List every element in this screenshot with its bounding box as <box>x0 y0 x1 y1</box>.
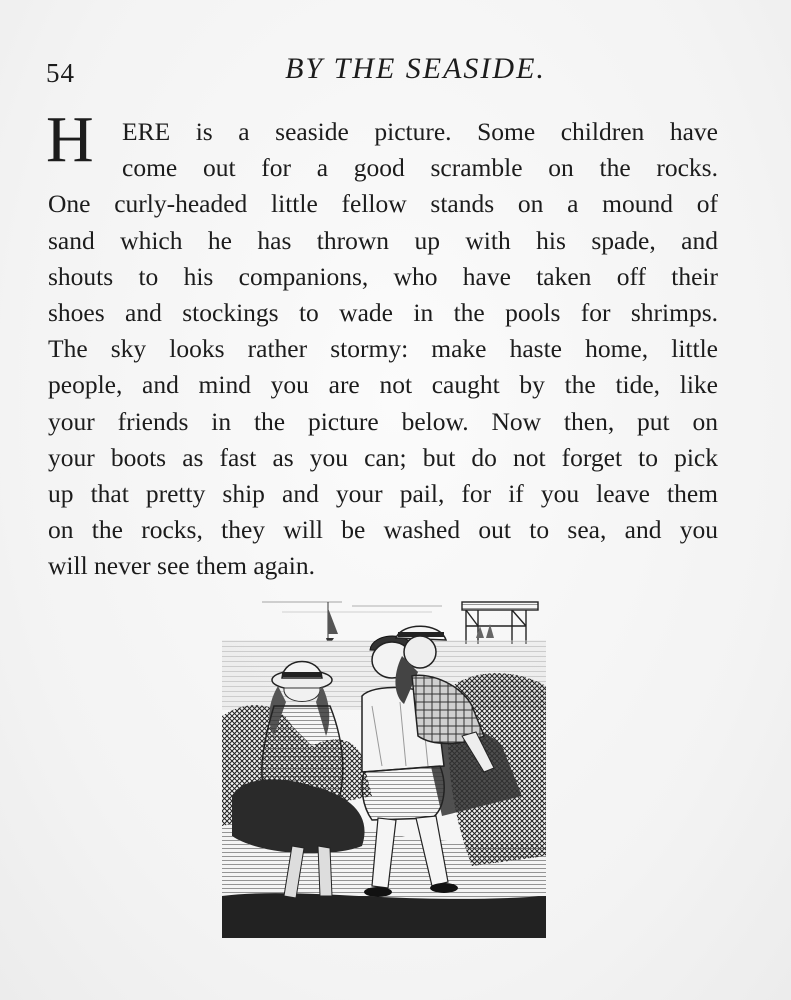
sky <box>262 602 442 612</box>
text-line: people, and mind you are not caught by the tide, like <box>48 370 718 400</box>
drop-cap: H <box>46 103 94 176</box>
text-line: up that pretty ship and your pail, for if you leave them <box>48 478 718 508</box>
pier-structure <box>462 602 538 644</box>
text-line: your friends in the picture below. Now then, put on <box>48 406 718 436</box>
running-head: BY THE SEASIDE. <box>285 52 546 85</box>
seaside-engraving-illustration <box>222 596 546 938</box>
page-number: 54 <box>46 58 75 88</box>
text-line: The sky looks rather stormy: make haste home, little <box>48 334 718 364</box>
text-line: sand which he has thrown up with his spade, and <box>48 225 718 255</box>
text-line: shoes and stockings to wade in the pools for shrimps. <box>48 297 718 327</box>
body-text <box>48 114 718 584</box>
text-line: come out for a good scramble on the rocks. <box>122 153 718 183</box>
text-line: shouts to his companions, who have taken off their <box>48 261 718 291</box>
text-line: One curly-headed little fellow stands on a mound of <box>48 189 718 219</box>
text-line: your boots as fast as you can; but do not forget to pick <box>48 442 718 472</box>
text-line: ERE is a seaside picture. Some children have <box>122 117 718 146</box>
text-line: on the rocks, they will be washed out to sea, and you <box>48 515 718 545</box>
text-line: will never see them again. <box>48 551 315 581</box>
